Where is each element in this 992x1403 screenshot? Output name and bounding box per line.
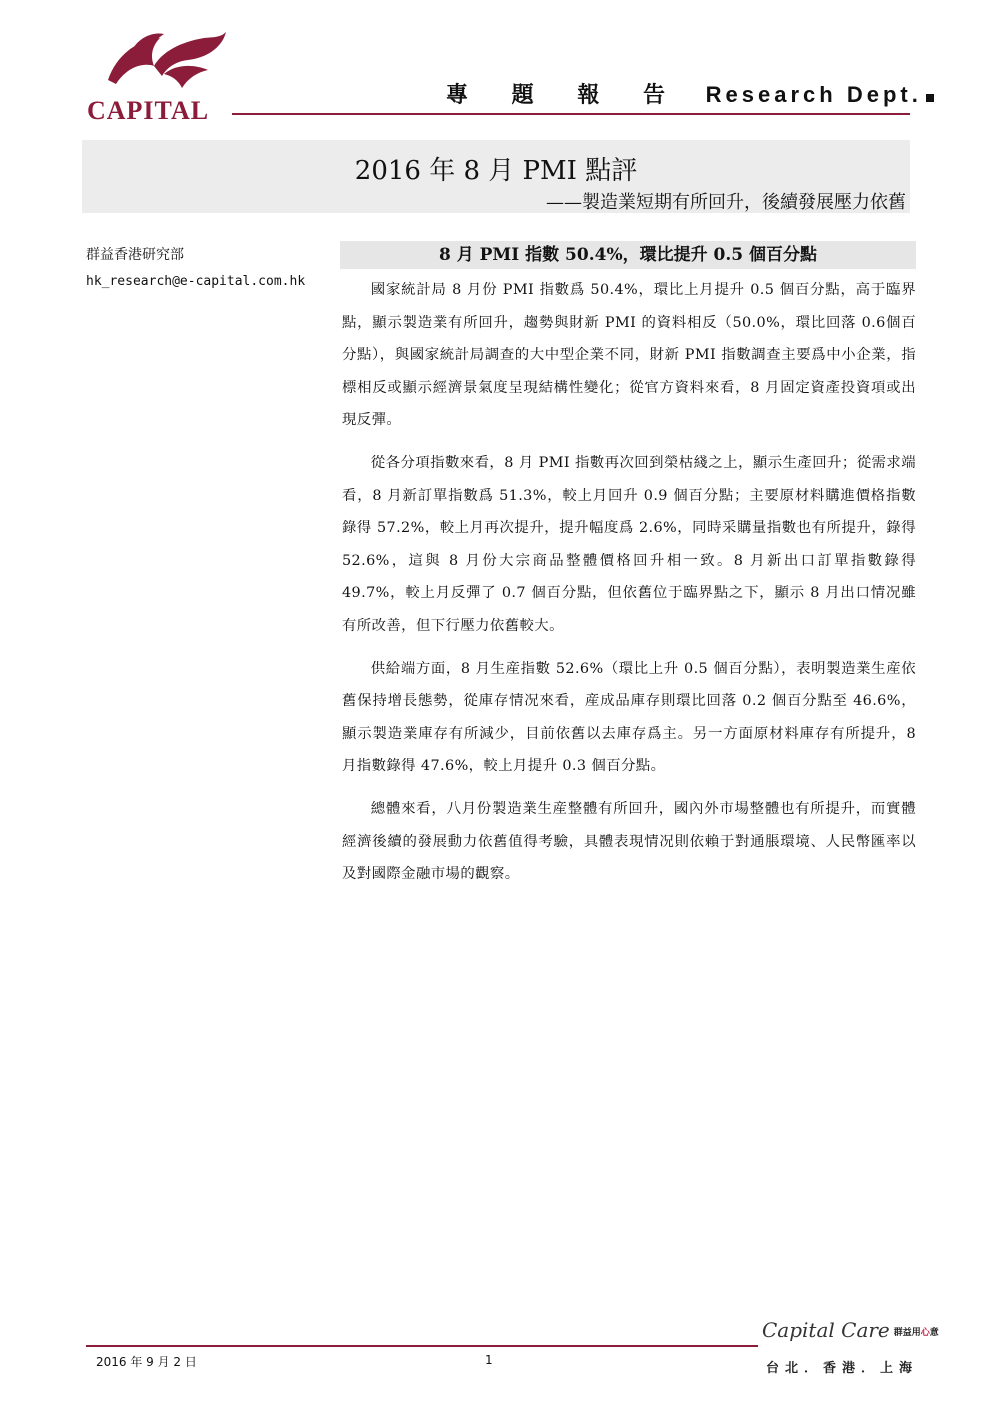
body-paragraph: 國家統計局 8 月份 PMI 指數爲 50.4%，環比上月提升 0.5 個百分點，高于臨界點，顯示製造業有所回升，趨勢與財新 PMI 的資料相反（50.0%，環比回落 0.6個百分點），與國家統計局調查的大中型企業不同，財新 PMI 指數調查主要爲中小企業，指標相反或顯示經濟景氣度呈現結構性變化；從官方資料來看，8 月固定資產投資項或出現反彈。 bbox=[342, 282, 916, 429]
report-body bbox=[342, 274, 916, 901]
motto-suffix: 意 bbox=[929, 1328, 939, 1338]
motto-heart: 心 bbox=[920, 1328, 930, 1338]
report-title: 2016 年 8 月 PMI 點評 bbox=[354, 156, 638, 186]
header-divider bbox=[232, 113, 910, 115]
author-department: 群益香港研究部 bbox=[86, 247, 184, 263]
body-paragraph: 從各分項指數來看，8 月 PMI 指數再次回到榮枯綫之上，顯示生產回升；從需求端看，8 月新訂單指數爲 51.3%，較上月回升 0.9 個百分點；主要原材料購進價格指數錄得 57.2%，較上月再次提升，提升幅度爲 2.6%，同時采購量指數也有所提升，錄得 52.6%，這與 8 月份大宗商品整體價格回升相一致。8 月新出口訂單指數錄得 49.7%，較上月反彈了 0.7 個百分點，但依舊位于臨界點之下，顯示 8 月出口情况雖有所改善，但下行壓力依舊較大。 bbox=[342, 454, 916, 634]
motto-prefix: 群益用 bbox=[893, 1328, 921, 1338]
brand-slogan: Capital Care bbox=[762, 1318, 890, 1342]
square-bullet-icon bbox=[926, 94, 934, 102]
report-subtitle: ——製造業短期有所回升，後續發展壓力依舊 bbox=[546, 192, 906, 213]
footer-cities: 台北．香港．上海 bbox=[766, 1361, 919, 1376]
brand-motto bbox=[894, 1328, 939, 1338]
report-type-cn: 專 題 報 告 bbox=[446, 83, 683, 108]
title-block bbox=[82, 140, 910, 213]
research-dept-label: Research Dept. bbox=[705, 82, 922, 107]
footer-date: 2016 年 9 月 2 日 bbox=[96, 1355, 197, 1369]
company-logo bbox=[84, 30, 234, 125]
report-type-header bbox=[446, 78, 934, 109]
eagle-logo-icon bbox=[102, 30, 230, 92]
logo-text: CAPITAL bbox=[87, 96, 210, 125]
footer-brand bbox=[762, 1318, 939, 1342]
body-paragraph: 供給端方面，8 月生産指數 52.6%（環比上升 0.5 個百分點），表明製造業生産依舊保持增長態勢，從庫存情况來看，産成品庫存則環比回落 0.2 個百分點至 46.6%，顯示製造業庫存有所減少，目前依舊以去庫存爲主。另一方面原材料庫存有所提升，8 月指數錄得 47.6%，較上月提升 0.3 個百分點。 bbox=[342, 660, 916, 775]
page-number: 1 bbox=[485, 1353, 493, 1367]
body-paragraph: 總體來看，八月份製造業生産整體有所回升，國內外市場整體也有所提升，而實體經濟後續的發展動力依舊值得考驗，具體表現情况則依賴于對通脹環境、人民幣匯率以及對國際金融市場的觀察。 bbox=[342, 800, 916, 883]
section-heading: 8 月 PMI 指數 50.4%，環比提升 0.5 個百分點 bbox=[340, 241, 916, 269]
footer-divider bbox=[86, 1345, 758, 1347]
author-email[interactable]: hk_research@e-capital.com.hk bbox=[86, 274, 306, 289]
